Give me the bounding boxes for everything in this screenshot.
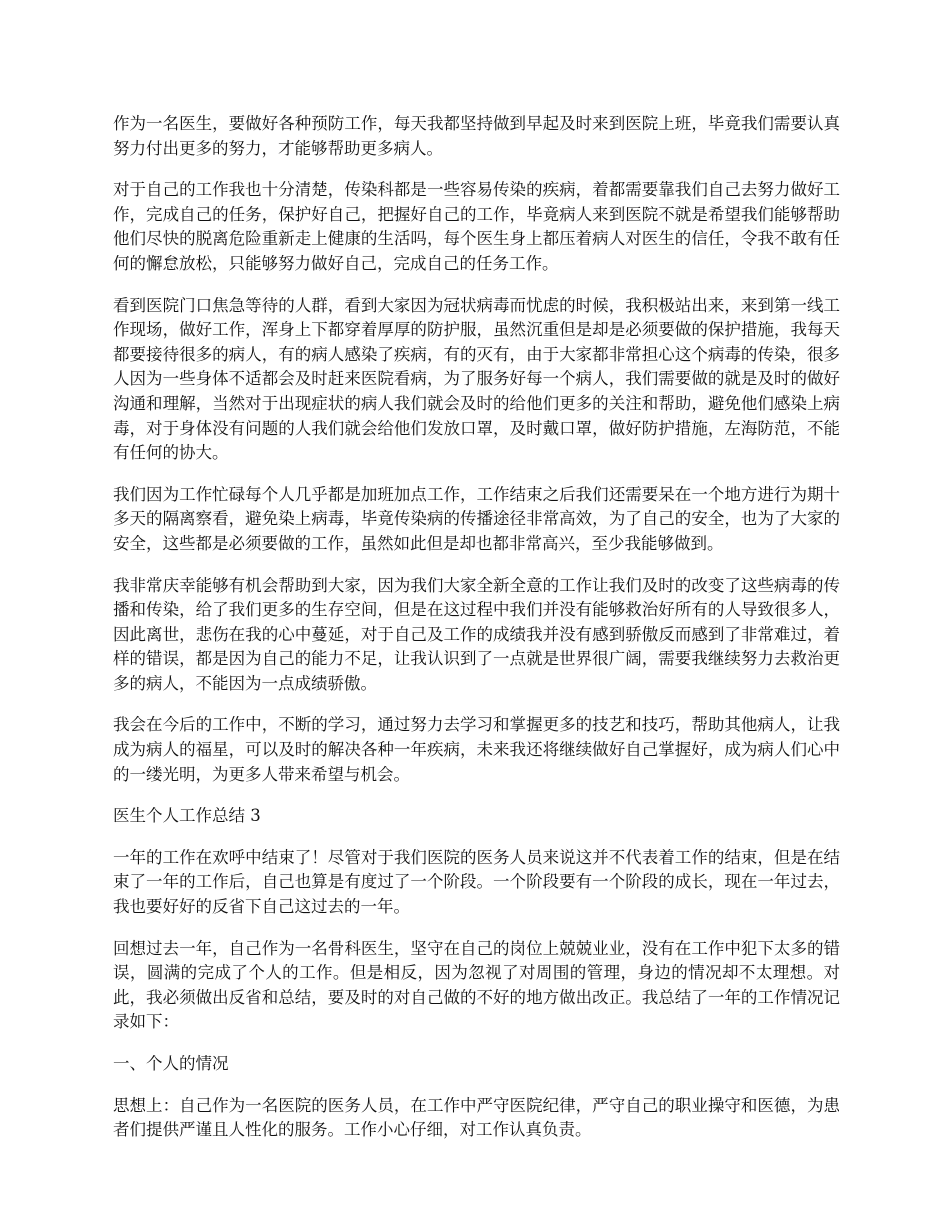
paragraph-quarantine: 我们因为工作忙碌每个人几乎都是加班加点工作，工作结束之后我们还需要呆在一个地方进行为期十多天的隔离察看，避免染上病毒，毕竟传染病的传播途径非常高效，为了自己的安全，也为了大家的安全，这些都是必须要做的工作，虽然如此但是却也都非常高兴，至少我能够做到。 — [113, 484, 840, 553]
paragraph-reflection: 回想过去一年，自己作为一名骨科医生，坚守在自己的岗位上兢兢业业，没有在工作中犯下太多的错误，圆满的完成了个人的工作。但是相反，因为忽视了对周围的管理，身边的情况却不太理想。对此，我必须做出反省和总结，要及时的对自己做的不好的地方做出改正。我总结了一年的工作情况记录如下： — [113, 938, 840, 1032]
paragraph-ideology: 思想上：自己作为一名医院的医务人员，在工作中严守医院纪律，严守自己的职业操守和医德，为患者们提供严谨且人性化的服务。工作小心仔细，对工作认真负责。 — [113, 1095, 840, 1140]
paragraph-frontline-work: 看到医院门口焦急等待的人群，看到大家因为冠状病毒而忧虑的时候，我积极站出来，来到第一线工作现场，做好工作，浑身上下都穿着厚厚的防护服，虽然沉重但是却是必须要做的保护措施，我每天都要接待很多的病人，有的病人感染了疾病，有的灭有，由于大家都非常担心这个病毒的传染，很多人因为一些身体不适都会及时赶来医院看病，为了服务好每一个病人，我们需要做的就是及时的做好沟通和理解，当然对于出现症状的病人我们就会及时的给他们更多的关注和帮助，避免他们感染上病毒，对于身体没有问题的人我们就会给他们发放口罩，及时戴口罩，做好防护措施，左海防范，不能有任何的协大。 — [113, 295, 840, 463]
paragraph-year-end: 一年的工作在欢呼中结束了！尽管对于我们医院的医务人员来说这并不代表着工作的结束，但是在结束了一年的工作后，自己也算是有度过了一个阶段。一个阶段要有一个阶段的成长，现在一年过去，我也要好好的反省下自己这过去的一年。 — [113, 847, 840, 917]
section-heading-personal: 一、个人的情况 — [113, 1054, 229, 1073]
paragraph-infectious-dept: 对于自己的工作我也十分清楚，传染科都是一些容易传染的疾病，着都需要靠我们自己去努力做好工作，完成自己的任务，保护好自己，把握好自己的工作，毕竟病人来到医院不就是希望我们能够帮助他们尽快的脱离危险重新走上健康的生活吗，每个医生身上都压着病人对医生的信任，令我不敢有任何的懈怠放松，只能够努力做好自己，完成自己的任务工作。 — [113, 180, 840, 273]
section-heading-summary-3: 医生个人工作总结 3 — [113, 806, 261, 826]
paragraph-gratitude: 我非常庆幸能够有机会帮助到大家，因为我们大家全新全意的工作让我们及时的改变了这些病毒的传播和传染，给了我们更多的生存空间，但是在这过程中我们并没有能够救治好所有的人导致很多人，因此离世，悲伤在我的心中蔓延，对于自己及工作的成绩我并没有感到骄傲反而感到了非常难过，着样的错误，都是因为自己的能力不足，让我认识到了一点就是世界很广阔，需要我继续努力去救治更多的病人，不能因为一点成绩骄傲。 — [113, 575, 840, 693]
paragraph-future-plans: 我会在今后的工作中，不断的学习，通过努力去学习和掌握更多的技艺和技巧，帮助其他病人，让我成为病人的福星，可以及时的解决各种一年疾病，未来我还将继续做好自己掌握好，成为病人们心中的一缕光明，为更多人带来希望与机会。 — [113, 715, 840, 784]
document-page — [113, 112, 840, 1160]
paragraph-prevention-work: 作为一名医生，要做好各种预防工作，每天我都坚持做到早起及时来到医院上班，毕竟我们需要认真努力付出更多的努力，才能够帮助更多病人。 — [113, 114, 840, 158]
